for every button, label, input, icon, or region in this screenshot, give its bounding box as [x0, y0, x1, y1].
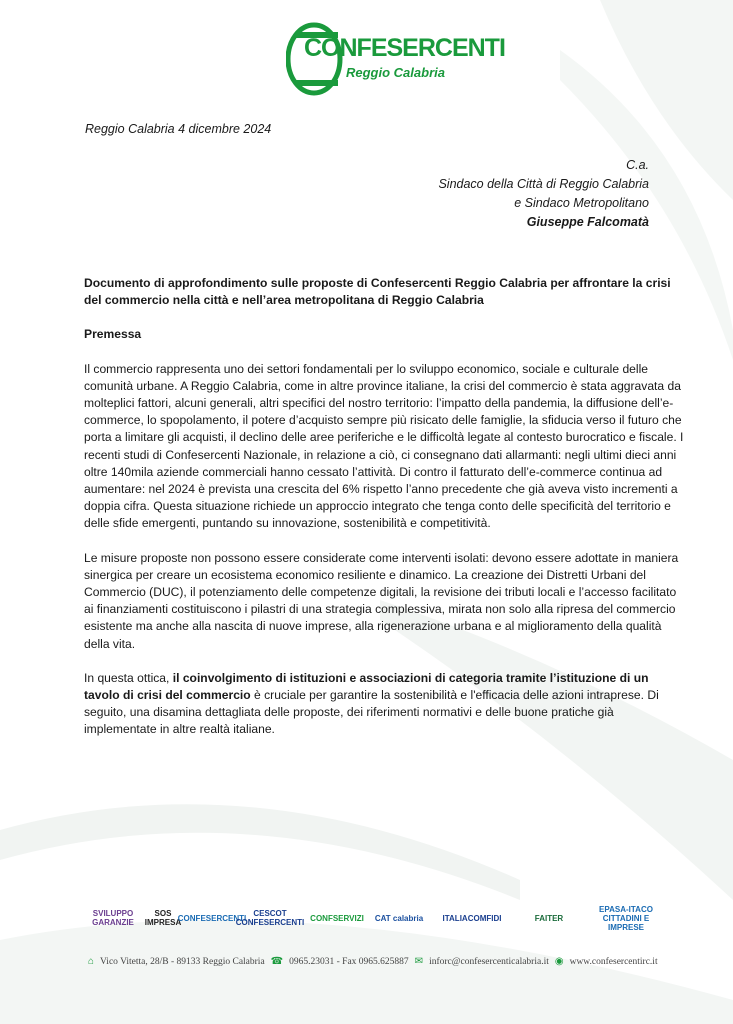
footer-contacts: [88, 956, 668, 967]
partner-logo: CONFESERCENTI: [177, 913, 247, 923]
footer-address: Vico Vitetta, 28/B - 89133 Reggio Calabria: [100, 956, 265, 967]
partner-logo: CESCOT CONFESERCENTI: [235, 909, 305, 927]
addressee-name: Giuseppe Falcomatà: [526, 215, 649, 229]
addressee-block: [438, 156, 649, 232]
globe-icon: ◉: [554, 956, 564, 967]
addressee-line: C.a.: [626, 158, 649, 172]
letter-body: [84, 275, 684, 756]
paragraph: [84, 670, 684, 739]
partner-logos: [88, 898, 668, 942]
location-icon: ⌂: [88, 956, 95, 967]
paragraph-bold-text: il coinvolgimento di istituzioni e associazioni di categoria tramite l’istituzione di un tavolo di crisi del commercio: [84, 670, 649, 703]
partner-logo: FAITER: [534, 913, 564, 923]
partner-logo: SOS IMPRESA: [144, 909, 182, 927]
paragraph: Le misure proposte non possono essere considerate come interventi isolati: devono essere adottate in maniera sinergica per creare un ecosistema economico resiliente e dinamico. La creazione dei Distretti Urbani del Commercio (DUC), il potenziamento delle competenze digitali, la revisione dei tributi locali e l’accesso facilitato ai finanziamenti costituiscono i pilastri di una strategia complessiva, mirata non solo alla ripresa del commercio esistente ma anche alla nascita di nuove imprese, alla rigenerazione urbana e al miglioramento della qualità della vita.: [84, 550, 679, 651]
addressee-line: Sindaco della Città di Reggio Calabria: [438, 177, 649, 191]
letter-date: Reggio Calabria 4 dicembre 2024: [85, 122, 272, 136]
partner-logo: ITALIACOMFIDI: [442, 913, 502, 923]
partner-logo: EPASA-ITACO CITTADINI E IMPRESE: [599, 904, 653, 932]
partner-logo: CONFSERVIZI: [310, 913, 364, 923]
email-icon: ✉: [414, 956, 424, 967]
partner-logo: SVILUPPO GARANZIE: [92, 909, 134, 927]
logo-main-text: CONFESERCENTI: [304, 34, 505, 62]
paragraph: Il commercio rappresenta uno dei settori fondamentali per lo sviluppo economico, sociale e culturale delle comunità urbane. A Reggio Calabria, come in altre province italiane, la crisi del commercio è stata aggravata da molteplici fattori, alcuni generali, altri specifici del nostro territorio: l’impatto della pandemia, la diffusione dell’e-commerce, lo spopolamento, il potere d’acquisto sempre più risicato delle famiglie, la sfiducia verso il futuro che porta a limitare gli acquisti, il declino delle aree periferiche e le difficoltà legate al contesto burocratico e fiscale. I recenti studi di Confesercenti Nazionale, in relazione a ciò, ci consegnano dati allarmanti: negli ultimi dieci anni oltre 140mila aziende commerciali hanno cessato l’attività. Di contro il fatturato dell’e-commerce continua ad aumentare: nel 2024 è prevista una crescita del 6% rispetto l’anno precedente che già aveva visto incrementi a doppia cifra. Questa situazione richiede un approccio integrato che tenga conto delle specificità del territorio e delle sfide emergenti, puntando su innovazione, sostenibilità e competitività.: [84, 361, 684, 531]
paragraph-text: è cruciale per garantire la sostenibilità e l'efficacia delle azioni intraprese. Di seguito, una disamina dettagliata delle proposte, dei riferimenti normativi e delle buone pratiche già implementate in altre realtà italiane.: [84, 688, 659, 737]
addressee-line: e Sindaco Metropolitano: [514, 196, 649, 210]
phone-icon: ☎: [270, 956, 284, 967]
footer-phone: 0965.23031 - Fax 0965.625887: [289, 956, 409, 967]
logo-sub-text: Reggio Calabria: [346, 65, 445, 80]
partner-logo: CAT calabria: [374, 913, 424, 923]
document-title: Documento di approfondimento sulle proposte di Confesercenti Reggio Calabria per affrontare la crisi del commercio nella città e nell’area metropolitana di Reggio Calabria: [84, 276, 671, 308]
confesercenti-logo: [286, 22, 505, 96]
section-heading: Premessa: [84, 327, 142, 342]
footer-website[interactable]: www.confesercentirc.it: [569, 956, 658, 967]
paragraph-text: In questa ottica,: [84, 670, 173, 685]
footer-email[interactable]: inforc@confesercenticalabria.it: [429, 956, 549, 967]
